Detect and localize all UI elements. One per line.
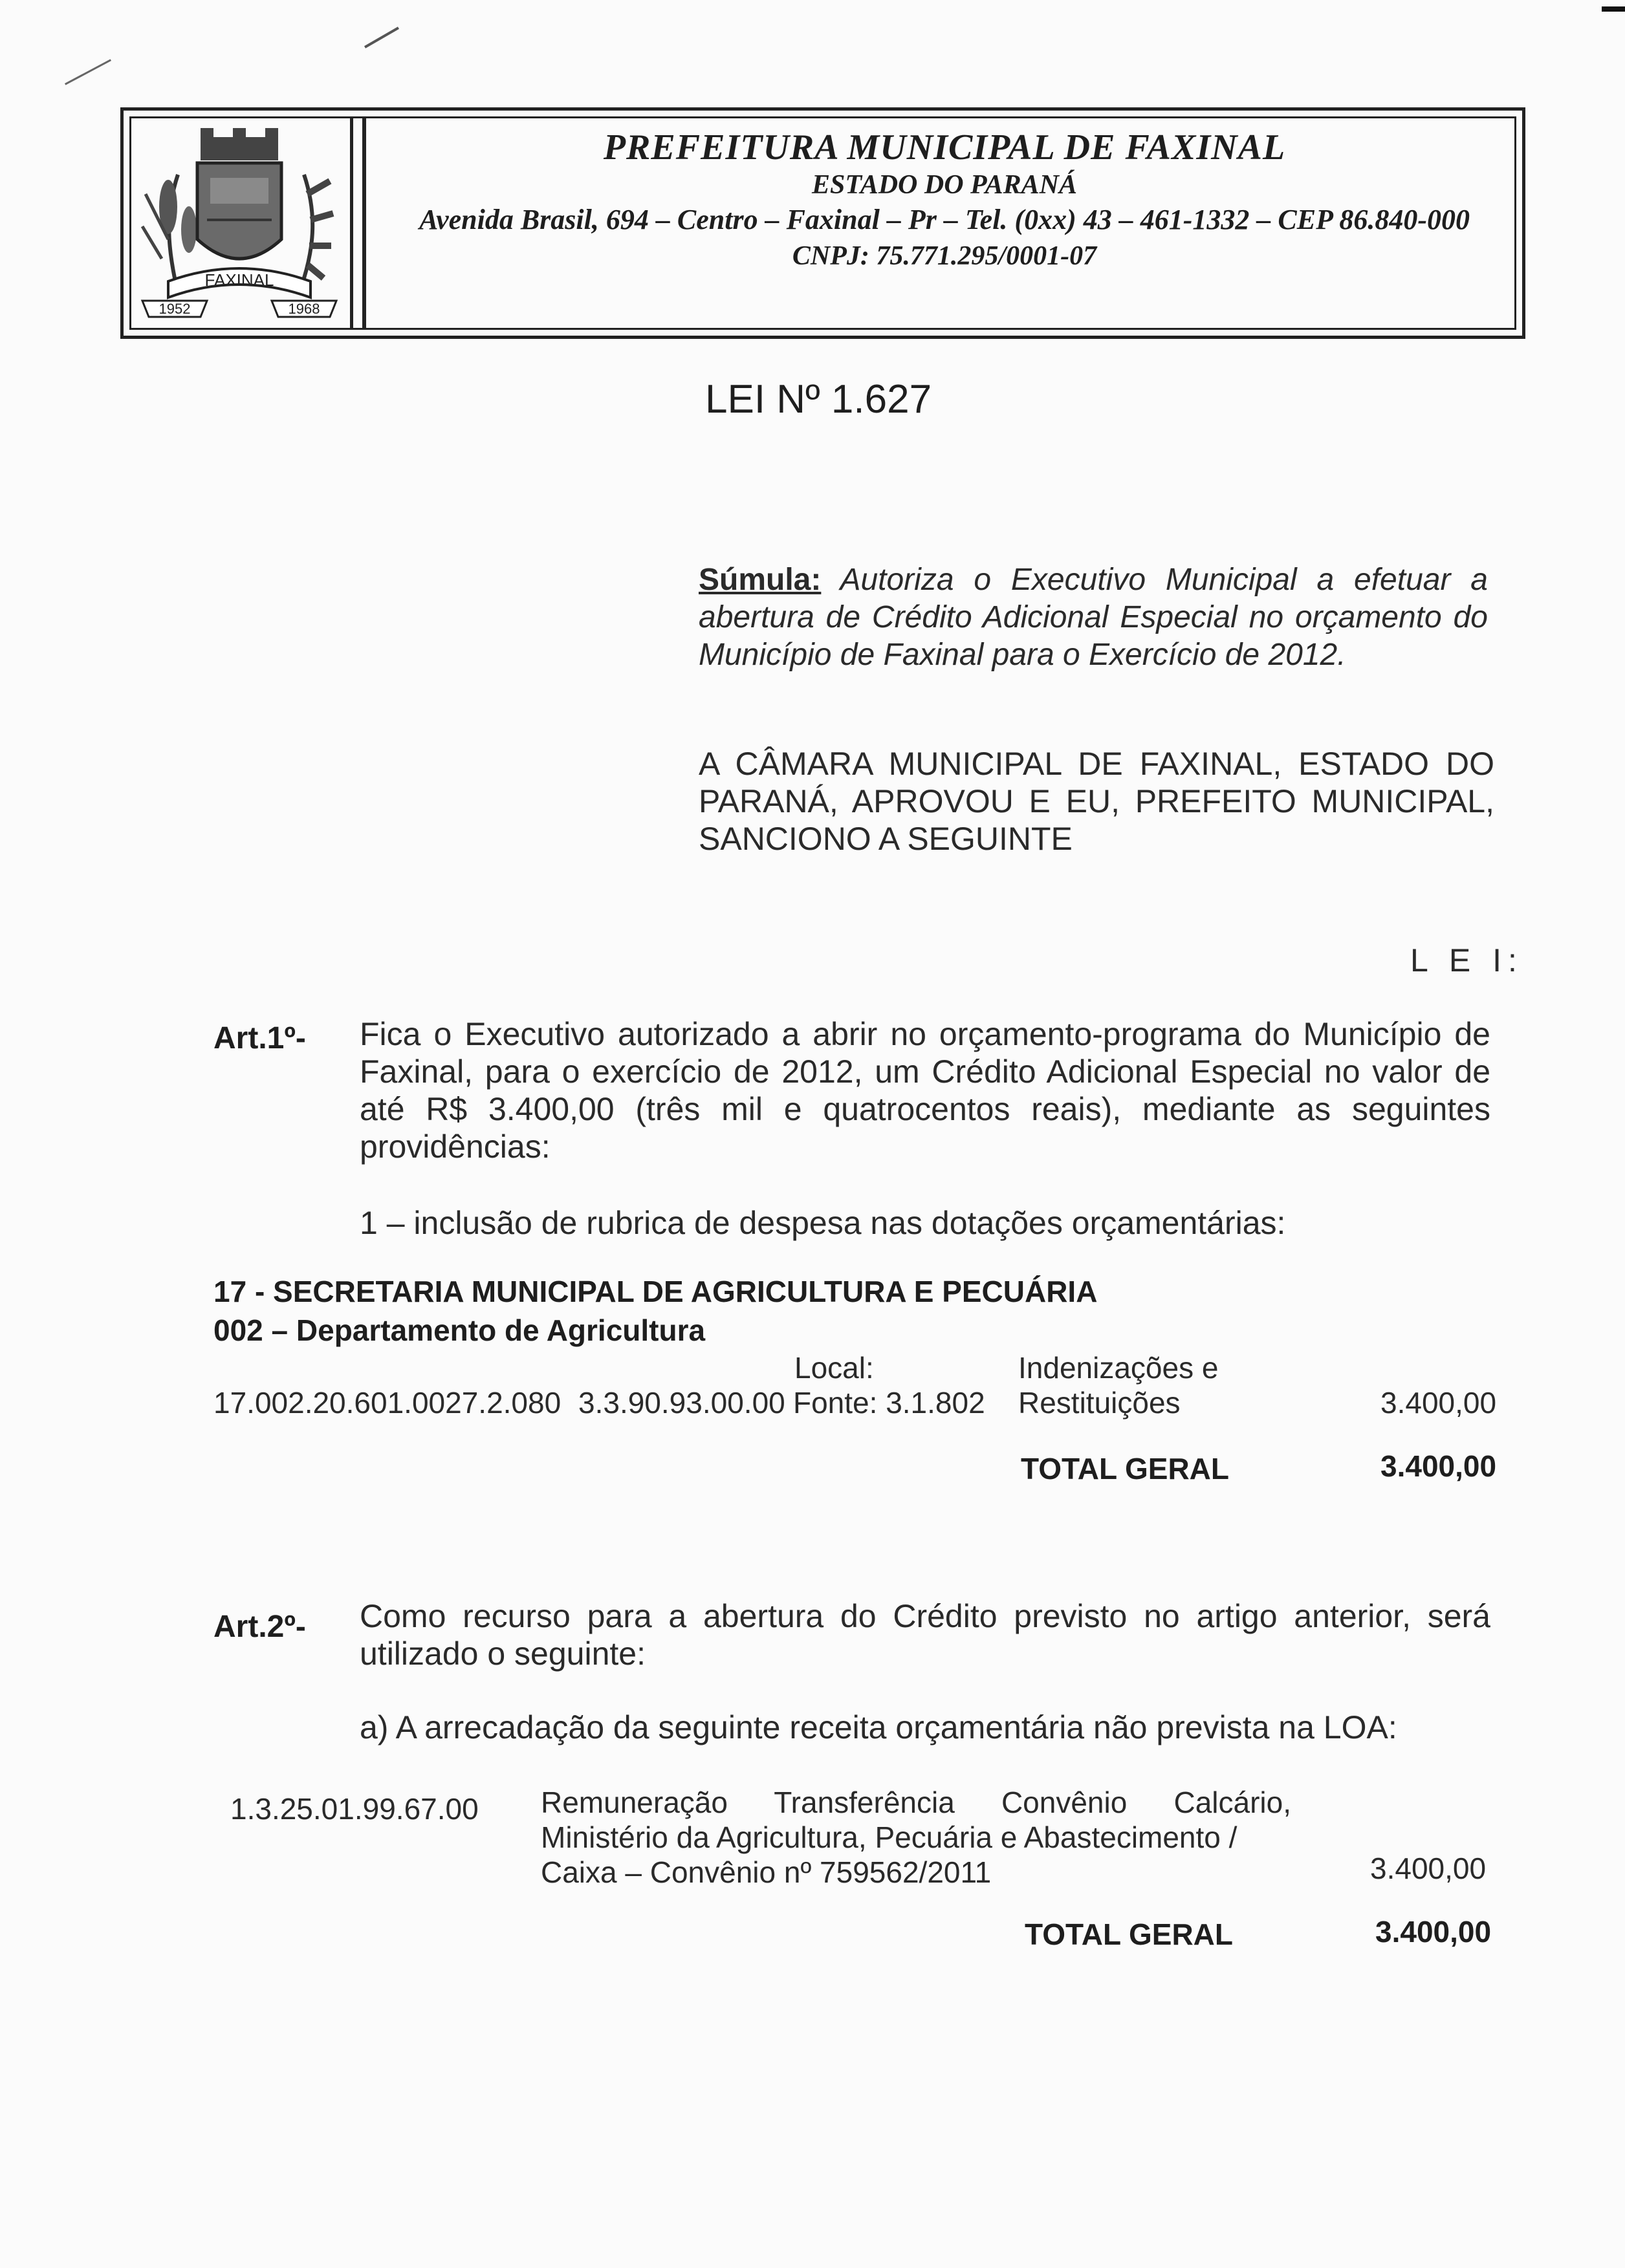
revenue-desc-line-1: Remuneração Transferência Convênio Calcário,: [541, 1786, 1291, 1819]
dotation-value: 3.400,00: [1380, 1386, 1497, 1420]
dotation-desc-line-1: Indenizações e: [1018, 1351, 1219, 1385]
revenue-total-label: TOTAL GERAL: [1025, 1917, 1233, 1951]
sumula-block: [699, 561, 1488, 674]
department-heading: 002 – Departamento de Agricultura: [213, 1313, 706, 1347]
revenue-code: 1.3.25.01.99.67.00: [230, 1792, 479, 1826]
header-cnpj: CNPJ: 75.771.295/0001-07: [792, 241, 1097, 271]
sumula-label: Súmula:: [699, 563, 822, 597]
scan-mark: [1602, 6, 1625, 12]
coat-of-arms-icon: [129, 116, 349, 330]
art2-label: Art.2º-: [213, 1610, 306, 1644]
pen-mark: [65, 59, 111, 85]
lei-label: L E I:: [1410, 942, 1523, 978]
seal-name: FAXINAL: [204, 270, 274, 290]
local-label: Local:: [794, 1351, 874, 1385]
art1-item: 1 – inclusão de rubrica de despesa nas dotações orçamentárias:: [360, 1205, 1286, 1241]
revenue-total-value: 3.400,00: [1375, 1915, 1492, 1949]
revenue-value: 3.400,00: [1370, 1852, 1487, 1885]
art2-text: Como recurso para a abertura do Crédito previsto no artigo anterior, será utilizado o seguinte:: [360, 1598, 1490, 1672]
secretaria-heading: 17 - SECRETARIA MUNICIPAL DE AGRICULTURA E PECUÁRIA: [213, 1275, 1098, 1308]
revenue-desc-line-2: Ministério da Agricultura, Pecuária e Abastecimento /: [541, 1820, 1238, 1854]
enactment-clause: [699, 745, 1494, 858]
enactment-line-1: A CÂMARA MUNICIPAL DE FAXINAL, ESTADO DO: [699, 746, 1494, 782]
art1-text: Fica o Executivo autorizado a abrir no orçamento-programa do Município de Faxinal, para o exercício de 2012, um Crédito Adicional Especial no valor de até R$ 3.400,00 (três mil e quatrocentos reais), mediante as seguintes providências:: [360, 1016, 1490, 1165]
dotation-code: 17.002.20.601.0027.2.080: [213, 1386, 562, 1420]
sumula-text: Autoriza o Executivo Municipal a efetuar a abertura de Crédito Adicional Especial no orçamento do Município de Faxinal para o Exercício de 2012.: [699, 563, 1489, 672]
art1-label: Art.1º-: [213, 1021, 306, 1055]
coat-of-arms: [129, 116, 353, 330]
dotation-desc-line-2: Restituições: [1018, 1386, 1181, 1420]
dotation-fonte: Fonte: 3.1.802: [793, 1386, 985, 1420]
seal-year-right: 1968: [288, 301, 320, 317]
dotation-element: 3.3.90.93.00.00: [578, 1386, 785, 1420]
revenue-desc-line-3: Caixa – Convênio nº 759562/2011: [541, 1855, 992, 1889]
dotation-total-value: 3.400,00: [1380, 1449, 1497, 1483]
letterhead-divider: [362, 116, 366, 330]
dotation-total-label: TOTAL GERAL: [1021, 1452, 1229, 1485]
header-address: Avenida Brasil, 694 – Centro – Faxinal – Pr – Tel. (0xx) 43 – 461-1332 – CEP 86.840-000: [419, 204, 1470, 235]
enactment-line-2: PARANÁ, APROVOU E EU, PREFEITO MUNICIPAL,: [699, 783, 1494, 819]
seal-year-left: 1952: [158, 301, 191, 317]
law-title: LEI Nº 1.627: [705, 377, 932, 422]
enactment-line-3: SANCIONO A SEGUINTE: [699, 821, 1073, 857]
art2-item: a) A arrecadação da seguinte receita orçamentária não prevista na LOA:: [360, 1709, 1397, 1745]
header-title: PREFEITURA MUNICIPAL DE FAXINAL: [603, 127, 1286, 167]
header-state: ESTADO DO PARANÁ: [812, 170, 1077, 200]
pen-mark: [364, 27, 399, 48]
